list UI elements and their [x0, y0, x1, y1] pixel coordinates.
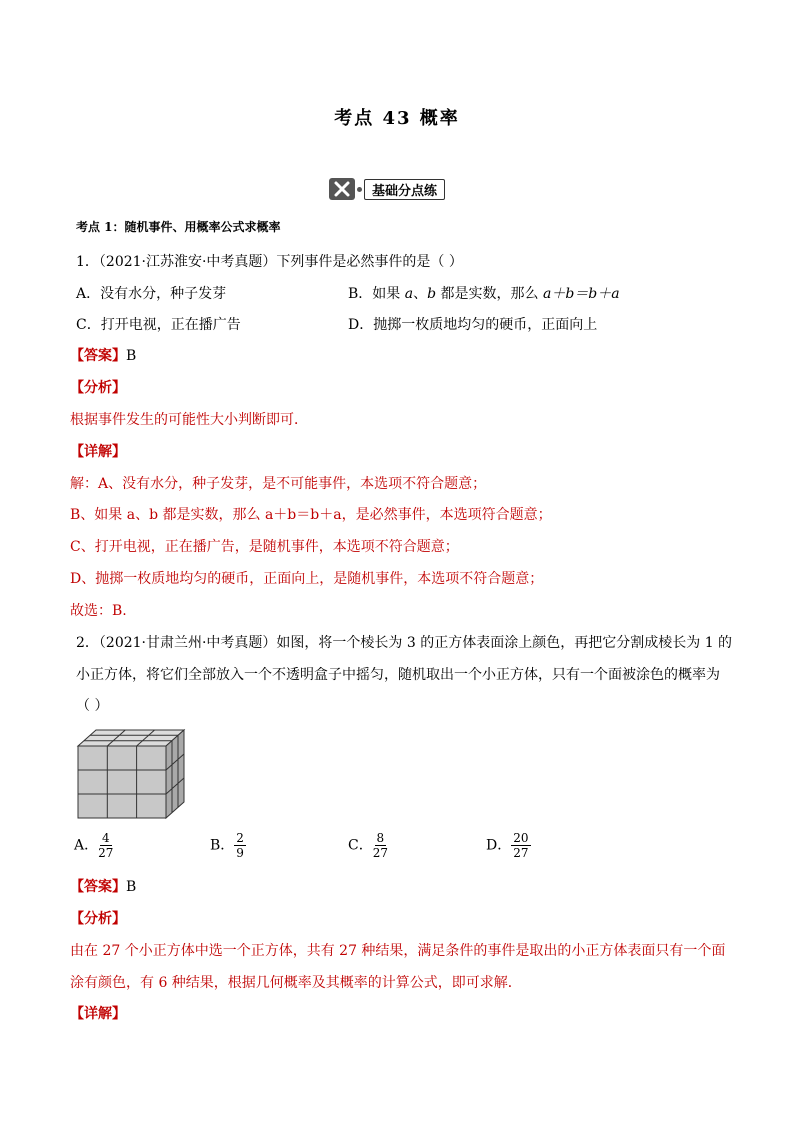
q1-answer-tag: 【答案】 — [70, 348, 126, 364]
fraction-a-num: 4 — [101, 831, 110, 845]
badge-dot — [357, 187, 362, 192]
q2-answer — [70, 876, 136, 896]
q1-detail-tag: 【详解】 — [70, 444, 126, 460]
q1-detail-line-3: C、打开电视，正在播广告，是随机事件，本选项不符合题意； — [70, 539, 459, 555]
q1-answer-value: B — [126, 348, 137, 364]
q1-option-b-expr: a＋b＝b＋a — [542, 286, 620, 302]
q2-answer-tag: 【答案】 — [70, 879, 126, 895]
fraction-d-den: 27 — [513, 846, 529, 860]
page-title: 考点 43 概率 — [334, 108, 460, 129]
q1-option-d: D．抛掷一枚质地均匀的硬币，正面向上 — [348, 317, 598, 333]
q2-option-b-label: B． — [210, 837, 235, 854]
q1-stem: 1．（2021·江苏淮安·中考真题）下列事件是必然事件的是（ ） — [76, 254, 463, 270]
fraction-b — [234, 831, 246, 860]
q2-option-d-label: D． — [486, 837, 512, 854]
fraction-a-den: 27 — [98, 846, 114, 860]
q1-option-c: C．打开电视，正在播广告 — [76, 317, 241, 333]
q1-detail-line-2: B、如果 a、b 都是实数，那么 a＋b＝b＋a，是必然事件，本选项符合题意； — [70, 507, 552, 523]
q2-stem-line-2: 小正方体，将它们全部放入一个不透明盒子中摇匀，随机取出一个小正方体，只有一个面被涂色的概率为 — [76, 667, 720, 683]
var-a: a — [404, 286, 414, 302]
q2-option-b — [210, 831, 246, 860]
q1-analysis: 根据事件发生的可能性大小判断即可． — [70, 412, 308, 428]
q2-detail-tag: 【详解】 — [70, 1006, 126, 1022]
q1-option-b-prefix: B．如果 — [348, 286, 405, 302]
q2-answer-value: B — [126, 879, 137, 895]
q1-option-b-text: 都是实数，那么 — [436, 286, 543, 302]
tools-icon — [329, 178, 355, 200]
q1-detail-line-5: 故选：B. — [70, 603, 127, 619]
fraction-d — [511, 831, 530, 860]
q2-option-d — [486, 831, 531, 860]
q2-stem-line-1: 2．（2021·甘肃兰州·中考真题）如图，将一个棱长为 3 的正方体表面涂上颜色，再把它分割成棱长为 1 的 — [76, 635, 733, 651]
q2-option-a-label: A． — [74, 837, 99, 854]
section-badge — [329, 178, 445, 200]
q1-answer — [70, 345, 136, 365]
q1-option-b — [348, 283, 620, 303]
fraction-c — [373, 831, 388, 860]
q2-option-c-label: C． — [348, 837, 373, 854]
fraction-c-num: 8 — [376, 831, 385, 845]
q2-option-c — [348, 831, 388, 860]
q1-detail-line-1: 解：A、没有水分，种子发芽，是不可能事件，本选项不符合题意； — [70, 476, 487, 492]
q2-analysis-tag: 【分析】 — [70, 911, 126, 927]
q1-option-a: A．没有水分，种子发芽 — [76, 286, 227, 302]
q2-option-a — [74, 831, 113, 860]
kaodian-heading: 考点 1：随机事件、用概率公式求概率 — [76, 220, 281, 234]
fraction-b-num: 2 — [236, 831, 244, 845]
fraction-a — [98, 831, 113, 860]
q1-analysis-tag: 【分析】 — [70, 380, 126, 396]
section-badge-label: 基础分点练 — [364, 179, 445, 200]
q2-analysis-line-1: 由在 27 个小正方体中选一个正方体，共有 27 种结果，满足条件的事件是取出的小正方体表面只有一个面 — [70, 943, 726, 959]
fraction-d-num: 20 — [513, 831, 529, 845]
cube-figure — [76, 728, 186, 820]
q1-detail-line-4: D、抛掷一枚质地均匀的硬币，正面向上，是随机事件，本选项不符合题意； — [70, 571, 544, 587]
q1-option-b-sep: 、 — [413, 286, 428, 302]
var-b: b — [427, 286, 437, 302]
q2-stem-line-3: （ ） — [76, 698, 109, 714]
fraction-b-den: 9 — [236, 846, 244, 860]
fraction-c-den: 27 — [372, 846, 388, 860]
q2-analysis-line-2: 涂有颜色，有 6 种结果，根据几何概率及其概率的计算公式，即可求解． — [70, 975, 522, 991]
